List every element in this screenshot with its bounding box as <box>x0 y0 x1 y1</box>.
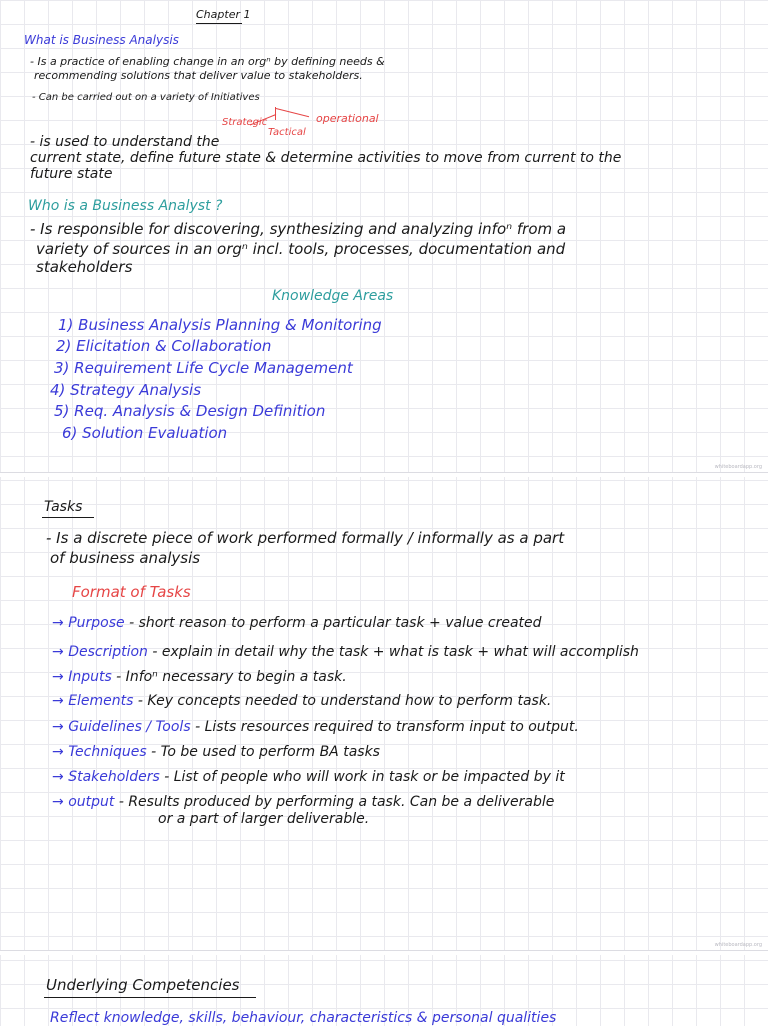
initiative-operational: operational <box>316 112 379 125</box>
definition-line-1: - Is a practice of enabling change in an orgⁿ by defining needs & <box>30 55 385 68</box>
responsible-line-3: stakeholders <box>36 258 133 276</box>
task-format-key: Stakeholders <box>68 769 160 785</box>
task-format-desc: - short reason to perform a particular task + value created <box>124 615 542 631</box>
heading-tasks: Tasks <box>44 499 83 515</box>
output-continuation: or a part of larger deliverable. <box>158 811 370 827</box>
knowledge-area-item: 4) Strategy Analysis <box>50 381 202 399</box>
heading-what-is-ba: What is Business Analysis <box>24 33 179 47</box>
task-format-desc: - explain in detail why the task + what is task + what will accomplish <box>147 644 639 660</box>
task-format-key: output <box>68 794 115 810</box>
page-footer-watermark: whiteboardapp.org <box>714 464 762 470</box>
task-format-item <box>52 616 542 630</box>
knowledge-area-item: 6) Solution Evaluation <box>62 424 228 442</box>
task-format-desc: - Results produced by performing a task. Can be a deliverable <box>114 794 555 810</box>
task-format-desc: - Infoⁿ necessary to begin a task. <box>111 669 347 685</box>
tasks-definition-line-1: - Is a discrete piece of work performed formally / informally as a part <box>46 529 565 547</box>
arrow-right-icon: → <box>52 769 64 785</box>
knowledge-area-item: 3) Requirement Life Cycle Management <box>54 359 353 377</box>
arrow-right-icon: → <box>52 794 64 810</box>
branch-line-right <box>276 108 309 117</box>
heading-format-of-tasks: Format of Tasks <box>72 583 191 601</box>
definition-line-2: recommending solutions that deliver value to stakeholders. <box>34 69 363 82</box>
arrow-right-icon: → <box>52 719 64 735</box>
knowledge-area-item: 1) Business Analysis Planning & Monitoring <box>58 316 382 334</box>
task-format-item <box>52 694 551 708</box>
task-format-key: Description <box>68 644 148 660</box>
task-format-item <box>52 770 565 784</box>
task-format-key: Purpose <box>68 615 125 631</box>
chapter-title: Chapter 1 <box>196 8 251 21</box>
task-format-item <box>52 645 639 659</box>
arrow-right-icon: → <box>52 669 64 685</box>
task-format-key: Guidelines / Tools <box>68 719 191 735</box>
used-line-1: - is used to understand the <box>30 134 220 150</box>
task-format-key: Techniques <box>68 744 147 760</box>
tasks-definition-line-2: of business analysis <box>50 549 201 567</box>
tasks-underline <box>42 517 94 518</box>
used-line-2: current state, define future state & determine activities to move from current to the <box>30 150 622 166</box>
arrow-right-icon: → <box>52 615 64 631</box>
task-format-key: Inputs <box>68 669 112 685</box>
arrow-right-icon: → <box>52 744 64 760</box>
task-format-desc: - Key concepts needed to understand how to perform task. <box>133 693 552 709</box>
task-format-item <box>52 720 579 734</box>
arrow-right-icon: → <box>52 644 64 660</box>
task-format-desc: - To be used to perform BA tasks <box>146 744 380 760</box>
task-format-desc: - List of people who will work in task or be impacted by it <box>159 769 565 785</box>
page-footer-watermark: whiteboardapp.org <box>714 942 762 948</box>
initiative-tactical: Tactical <box>268 127 306 138</box>
responsible-line-1: - Is responsible for discovering, synthesizing and analyzing infoⁿ from a <box>30 220 567 238</box>
heading-who-is-ba: Who is a Business Analyst ? <box>28 198 223 214</box>
task-format-item <box>52 795 554 809</box>
arrow-right-icon: → <box>52 693 64 709</box>
task-format-key: Elements <box>68 693 134 709</box>
chapter-underline <box>196 23 242 24</box>
competencies-line-1: Reflect knowledge, skills, behaviour, characteristics & personal qualities <box>50 1010 557 1026</box>
heading-underlying-competencies: Underlying Competencies <box>46 976 240 994</box>
knowledge-area-item: 2) Elicitation & Collaboration <box>56 337 272 355</box>
task-format-desc: - Lists resources required to transform input to output. <box>190 719 579 735</box>
used-line-3: future state <box>30 166 113 182</box>
page-separator <box>0 472 768 477</box>
knowledge-area-item: 5) Req. Analysis & Design Definition <box>54 402 326 420</box>
competencies-underline <box>44 997 256 998</box>
page-separator <box>0 950 768 955</box>
responsible-line-2: variety of sources in an orgⁿ incl. tools, processes, documentation and <box>36 240 566 258</box>
carried-out-line: - Can be carried out on a variety of Initiatives <box>32 92 260 103</box>
heading-knowledge-areas: Knowledge Areas <box>272 288 394 304</box>
task-format-item <box>52 745 380 759</box>
task-format-item <box>52 670 347 684</box>
initiative-strategic: Strategic <box>222 117 268 128</box>
